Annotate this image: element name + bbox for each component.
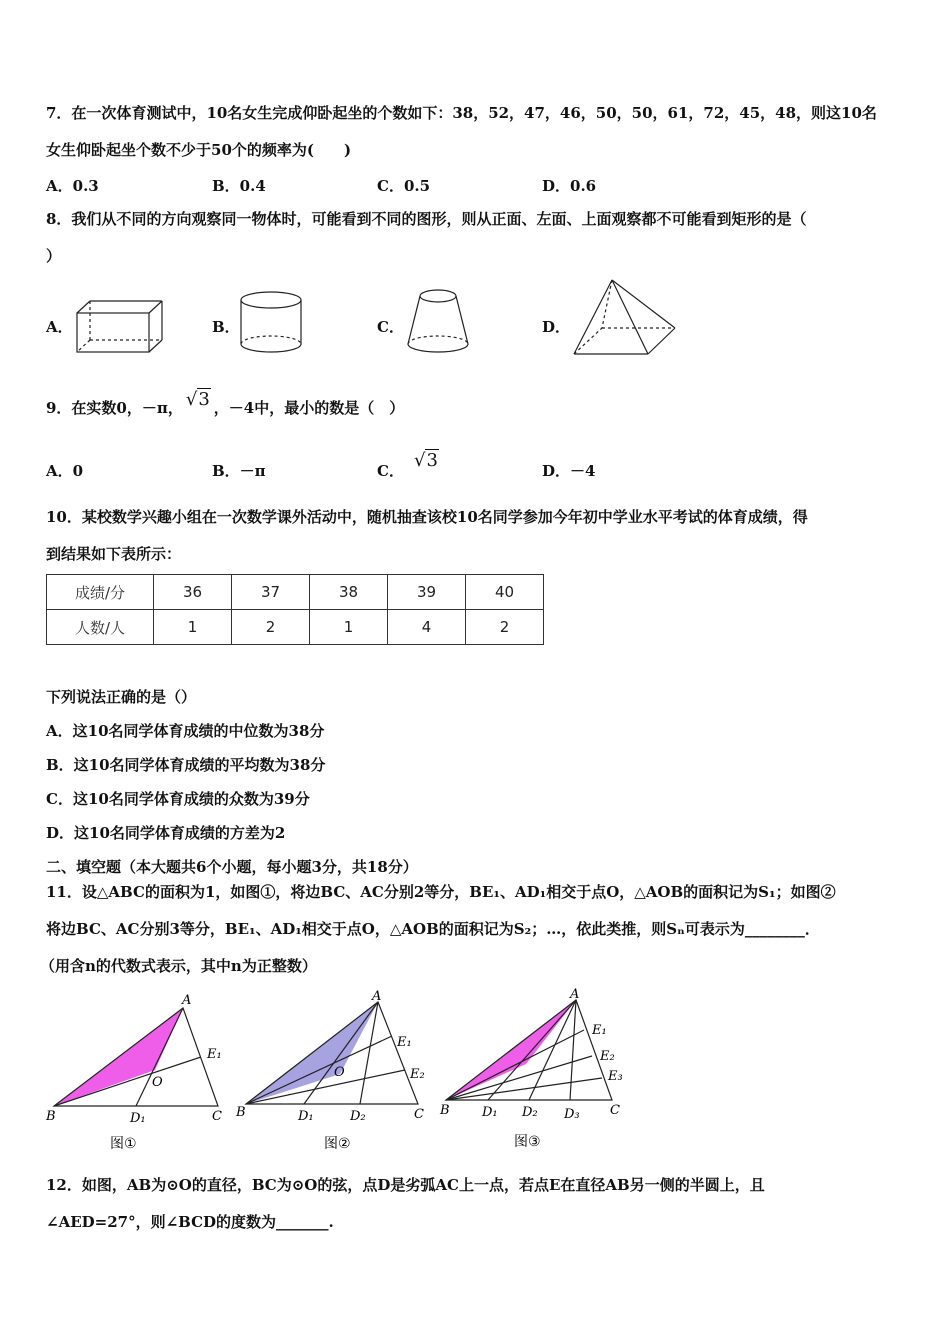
q10-option-a: A．这10名同学体育成绩的中位数为38分 [46,722,325,740]
q11-stem-line3: （用含n的代数式表示，其中n为正整数） [40,957,317,975]
label-a: A [182,993,192,1008]
table-header-score: 成绩/分 [47,575,154,610]
q11-stem-line2: 将边BC、AC分别3等分，BE₁、AD₁相交于点O，△AOB的面积记为S₂；…，依此类推，则Sₙ可表示为________． [46,920,820,938]
q10-option-c: C．这10名同学体育成绩的众数为39分 [46,790,310,808]
label-d3: D₃ [564,1107,580,1122]
sqrt-symbol: √ [185,389,198,410]
table-cell: 40 [466,575,544,610]
label-c: C [610,1103,620,1118]
label-d1: D₁ [298,1109,314,1124]
q12-stem-line2: ∠AED=27°，则∠BCD的度数为_______. [46,1213,334,1231]
label-d1: D₁ [130,1111,146,1126]
label-c: C [414,1107,424,1122]
q9-stem-suffix: ，－4中，最小的数是（ ） [213,399,405,417]
sqrt-three [186,389,211,410]
q9-option-c [377,450,439,481]
label-d1: D₁ [482,1105,498,1120]
label-b: B [236,1105,246,1120]
label-e1: E₁ [207,1047,222,1062]
cylinder-icon [236,288,306,356]
label-e2: E₂ [410,1067,425,1082]
sqrt-radicand: 3 [198,389,210,410]
q8-option-b: B． [212,318,240,336]
label-e1: E₁ [592,1023,607,1038]
frustum-icon [402,286,474,356]
table-cell: 38 [310,575,388,610]
label-b: B [46,1109,56,1124]
table-cell: 4 [388,610,466,645]
table-cell: 2 [232,610,310,645]
label-o: O [334,1065,345,1080]
table-row [47,610,544,645]
label-e2: E₂ [600,1049,615,1064]
caption-figure-3: 图③ [514,1134,541,1150]
label-d2: D₂ [522,1105,538,1120]
q8-stem-line1: 8．我们从不同的方向观察同一物体时，可能看到不同的图形，则从正面、左面、上面观察都不可能看到矩形的是（ [46,210,807,228]
sqrt-symbol: √ [413,450,426,471]
label-d2: D₂ [350,1109,366,1124]
table-cell: 37 [232,575,310,610]
q11-stem-line1: 11．设△ABC的面积为1，如图①，将边BC、AC分别2等分，BE₁、AD₁相交于点O，△AOB的面积记为S₁；如图② [46,883,836,901]
q7-option-a: A．0.3 [46,177,99,195]
q9-stem [46,389,405,418]
q7-option-d: D．0.6 [542,177,597,195]
table-row [47,575,544,610]
q9-option-c-sqrt [414,450,439,471]
q9-option-a: A．0 [46,462,84,480]
q9-stem-prefix: 9．在实数0，－π， [46,399,183,417]
table-cell: 39 [388,575,466,610]
q8-option-c: C． [377,318,404,336]
label-b: B [440,1103,450,1118]
table-cell: 1 [154,610,232,645]
q7-option-c: C．0.5 [377,177,431,195]
figure-3 [434,980,628,1150]
q10-question: 下列说法正确的是（） [46,688,197,706]
table-cell: 1 [310,610,388,645]
q10-option-d: D．这10名同学体育成绩的方差为2 [46,824,286,842]
sqrt-radicand: 3 [426,450,438,471]
q10-stem-line2: 到结果如下表所示： [46,545,182,563]
caption-figure-2: 图② [324,1136,351,1152]
q7-stem-line2: 女生仰卧起坐个数不少于50个的频率为( ) [46,141,352,159]
q8-option-a: A． [46,318,73,336]
q8-stem-line2: ） [46,247,62,265]
q7-stem-line1: 7．在一次体育测试中，10名女生完成仰卧起坐的个数如下：38，52，47，46，50，50，61，72，45，48，则这10名 [46,104,877,122]
q7-option-b: B．0.4 [212,177,266,195]
q12-stem-line1: 12．如图，AB为⊙O的直径，BC为⊙O的弦，点D是劣弧AC上一点，若点E在直径AB另一侧的半圆上，且 [46,1176,765,1194]
score-table [46,574,544,645]
q8-option-d: D． [542,318,571,336]
label-a: A [570,987,580,1002]
figure-2 [232,984,432,1154]
table-cell: 36 [154,575,232,610]
q10-stem-line1: 10．某校数学兴趣小组在一次数学课外活动中，随机抽查该校10名同学参加今年初中学业水平考试的体育成绩，得 [46,508,808,526]
q10-option-b: B．这10名同学体育成绩的平均数为38分 [46,756,326,774]
figure-1 [42,990,236,1154]
q9-option-d: D．－4 [542,462,596,480]
section-title: 二、填空题（本大题共6个小题，每小题3分，共18分） [46,858,418,876]
q9-option-c-label: C． [377,462,404,480]
table-cell: 2 [466,610,544,645]
label-a: A [372,989,382,1004]
cuboid-icon [72,294,168,356]
label-e3: E₃ [608,1069,623,1084]
caption-figure-1: 图① [110,1136,137,1152]
label-e1: E₁ [397,1035,412,1050]
q9-option-b: B．－π [212,462,266,480]
pyramid-icon [570,276,682,358]
table-header-count: 人数/人 [47,610,154,645]
label-o: O [152,1075,163,1090]
label-c: C [212,1109,222,1124]
